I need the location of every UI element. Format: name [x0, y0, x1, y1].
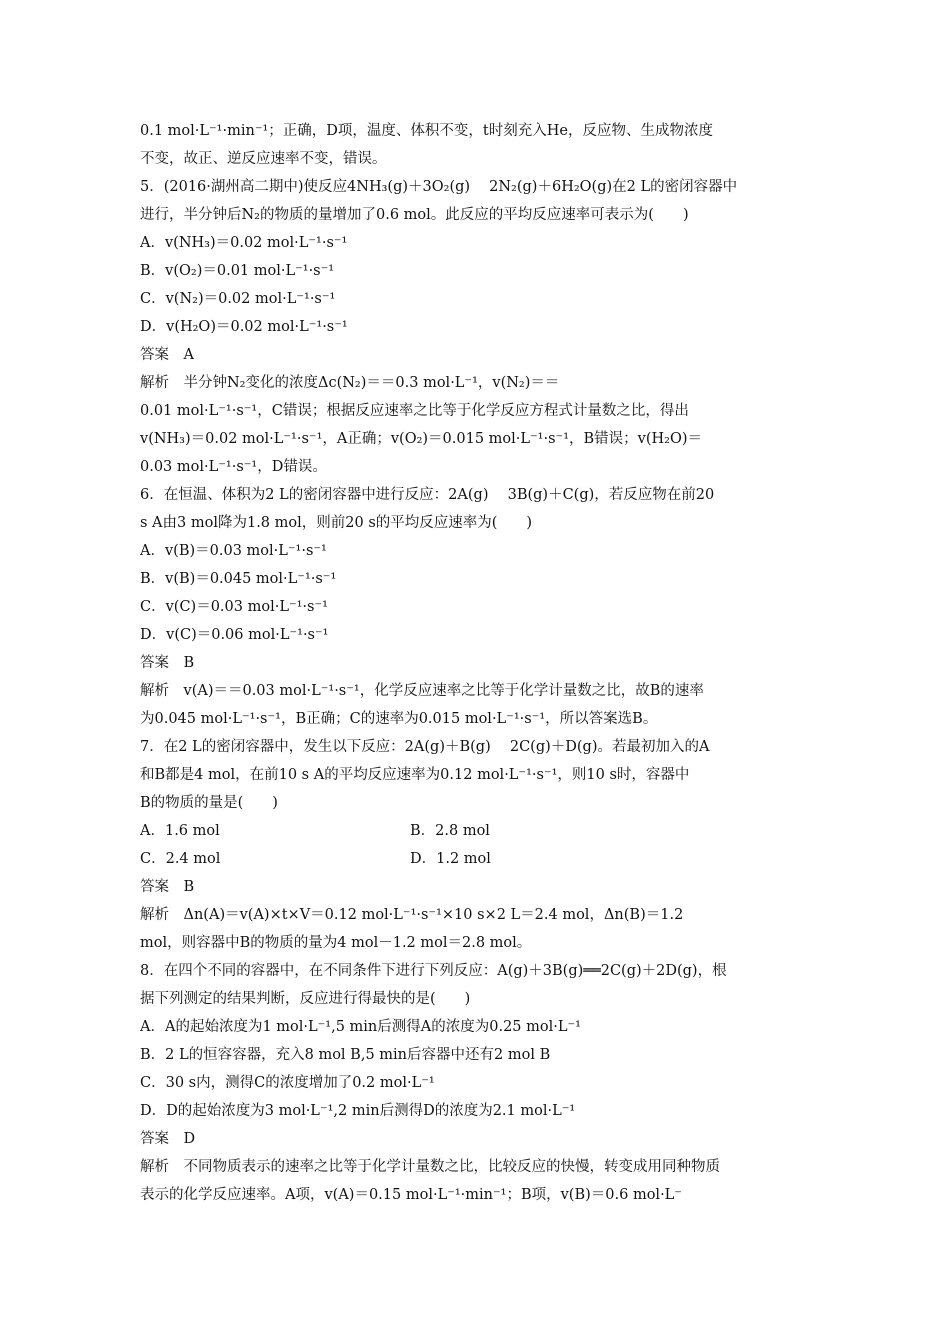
- analysis-line: 为0.045 mol·L⁻¹·s⁻¹，B正确；C的速率为0.015 mol·L⁻¹·s⁻¹，所以答案选B。: [140, 711, 658, 727]
- option-a: A．A的起始浓度为1 mol·L⁻¹,5 min后测得A的浓度为0.25 mol·L⁻¹: [140, 1019, 581, 1035]
- question-7-stem: B的物质的量是( ): [140, 795, 278, 811]
- analysis-line: v(NH₃)＝0.02 mol·L⁻¹·s⁻¹，A正确；v(O₂)＝0.015 mol·L⁻¹·s⁻¹，B错误；v(H₂O)＝: [140, 431, 703, 447]
- option-c: C．v(N₂)＝0.02 mol·L⁻¹·s⁻¹: [140, 291, 336, 307]
- option-d: D．v(C)＝0.06 mol·L⁻¹·s⁻¹: [140, 627, 329, 643]
- text-line: 0.1 mol·L⁻¹·min⁻¹；正确，D项，温度、体积不变，t时刻充入He，反应物、生成物浓度: [140, 123, 713, 139]
- option-a: A．v(NH₃)＝0.02 mol·L⁻¹·s⁻¹: [140, 235, 348, 251]
- question-5-stem: 进行，半分钟后N₂的物质的量增加了0.6 mol。此反应的平均反应速率可表示为( ): [140, 207, 689, 223]
- analysis-line: mol，则容器中B的物质的量为4 mol－1.2 mol＝2.8 mol。: [140, 935, 532, 951]
- option-c: C．v(C)＝0.03 mol·L⁻¹·s⁻¹: [140, 599, 328, 615]
- option-d: D．1.2 mol: [410, 851, 491, 867]
- options-row: [140, 846, 812, 872]
- question-8-stem: 8．在四个不同的容器中，在不同条件下进行下列反应：A(g)＋3B(g)══2C(g)＋2D(g)，根: [140, 963, 727, 979]
- analysis-line: 解析 v(A)＝＝0.03 mol·L⁻¹·s⁻¹，化学反应速率之比等于化学计量数之比，故B的速率: [140, 683, 704, 699]
- options-row: [140, 818, 812, 844]
- analysis-line: 解析 Δn(A)＝v(A)×t×V＝0.12 mol·L⁻¹·s⁻¹×10 s×2 L＝2.4 mol，Δn(B)＝1.2: [140, 907, 684, 923]
- option-d: D．D的起始浓度为3 mol·L⁻¹,2 min后测得D的浓度为2.1 mol·L⁻¹: [140, 1103, 576, 1119]
- analysis-line: 解析 半分钟N₂变化的浓度Δc(N₂)＝＝0.3 mol·L⁻¹，v(N₂)＝＝: [140, 375, 560, 391]
- option-c: C．2.4 mol: [140, 851, 221, 867]
- answer-line: 答案 B: [140, 879, 195, 895]
- option-b: B．2 L的恒容容器，充入8 mol B,5 min后容器中还有2 mol B: [140, 1047, 551, 1063]
- question-8-stem: 据下列测定的结果判断，反应进行得最快的是( ): [140, 991, 471, 1007]
- question-5-stem: 5．(2016·湖州高二期中)使反应4NH₃(g)＋3O₂(g) 2N₂(g)＋6H₂O(g)在2 L的密闭容器中: [140, 179, 738, 195]
- option-b: B．v(O₂)＝0.01 mol·L⁻¹·s⁻¹: [140, 263, 335, 279]
- answer-line: 答案 B: [140, 655, 195, 671]
- analysis-line: 表示的化学反应速率。A项，v(A)＝0.15 mol·L⁻¹·min⁻¹；B项，v(B)＝0.6 mol·L⁻: [140, 1187, 682, 1203]
- option-a: A．1.6 mol: [140, 823, 220, 839]
- option-c: C．30 s内，测得C的浓度增加了0.2 mol·L⁻¹: [140, 1075, 435, 1091]
- question-7-stem: 和B都是4 mol，在前10 s A的平均反应速率为0.12 mol·L⁻¹·s⁻¹，则10 s时，容器中: [140, 767, 690, 783]
- text-line: 不变，故正、逆反应速率不变，错误。: [140, 151, 387, 167]
- analysis-line: 0.03 mol·L⁻¹·s⁻¹，D错误。: [140, 459, 327, 475]
- analysis-line: 解析 不同物质表示的速率之比等于化学计量数之比，比较反应的快慢，转变成用同种物质: [140, 1159, 720, 1175]
- question-7-stem: 7．在2 L的密闭容器中，发生以下反应：2A(g)＋B(g) 2C(g)＋D(g)。若最初加入的A: [140, 739, 710, 755]
- answer-line: 答案 A: [140, 347, 194, 363]
- option-b: B．v(B)＝0.045 mol·L⁻¹·s⁻¹: [140, 571, 337, 587]
- option-a: A．v(B)＝0.03 mol·L⁻¹·s⁻¹: [140, 543, 327, 559]
- analysis-line: 0.01 mol·L⁻¹·s⁻¹，C错误；根据反应速率之比等于化学反应方程式计量数之比，得出: [140, 403, 689, 419]
- question-6-stem: s A由3 mol降为1.8 mol，则前20 s的平均反应速率为( ): [140, 515, 533, 531]
- option-d: D．v(H₂O)＝0.02 mol·L⁻¹·s⁻¹: [140, 319, 348, 335]
- option-b: B．2.8 mol: [410, 823, 490, 839]
- answer-line: 答案 D: [140, 1131, 196, 1147]
- question-6-stem: 6．在恒温、体积为2 L的密闭容器中进行反应：2A(g) 3B(g)＋C(g)，若反应物在前20: [140, 487, 715, 503]
